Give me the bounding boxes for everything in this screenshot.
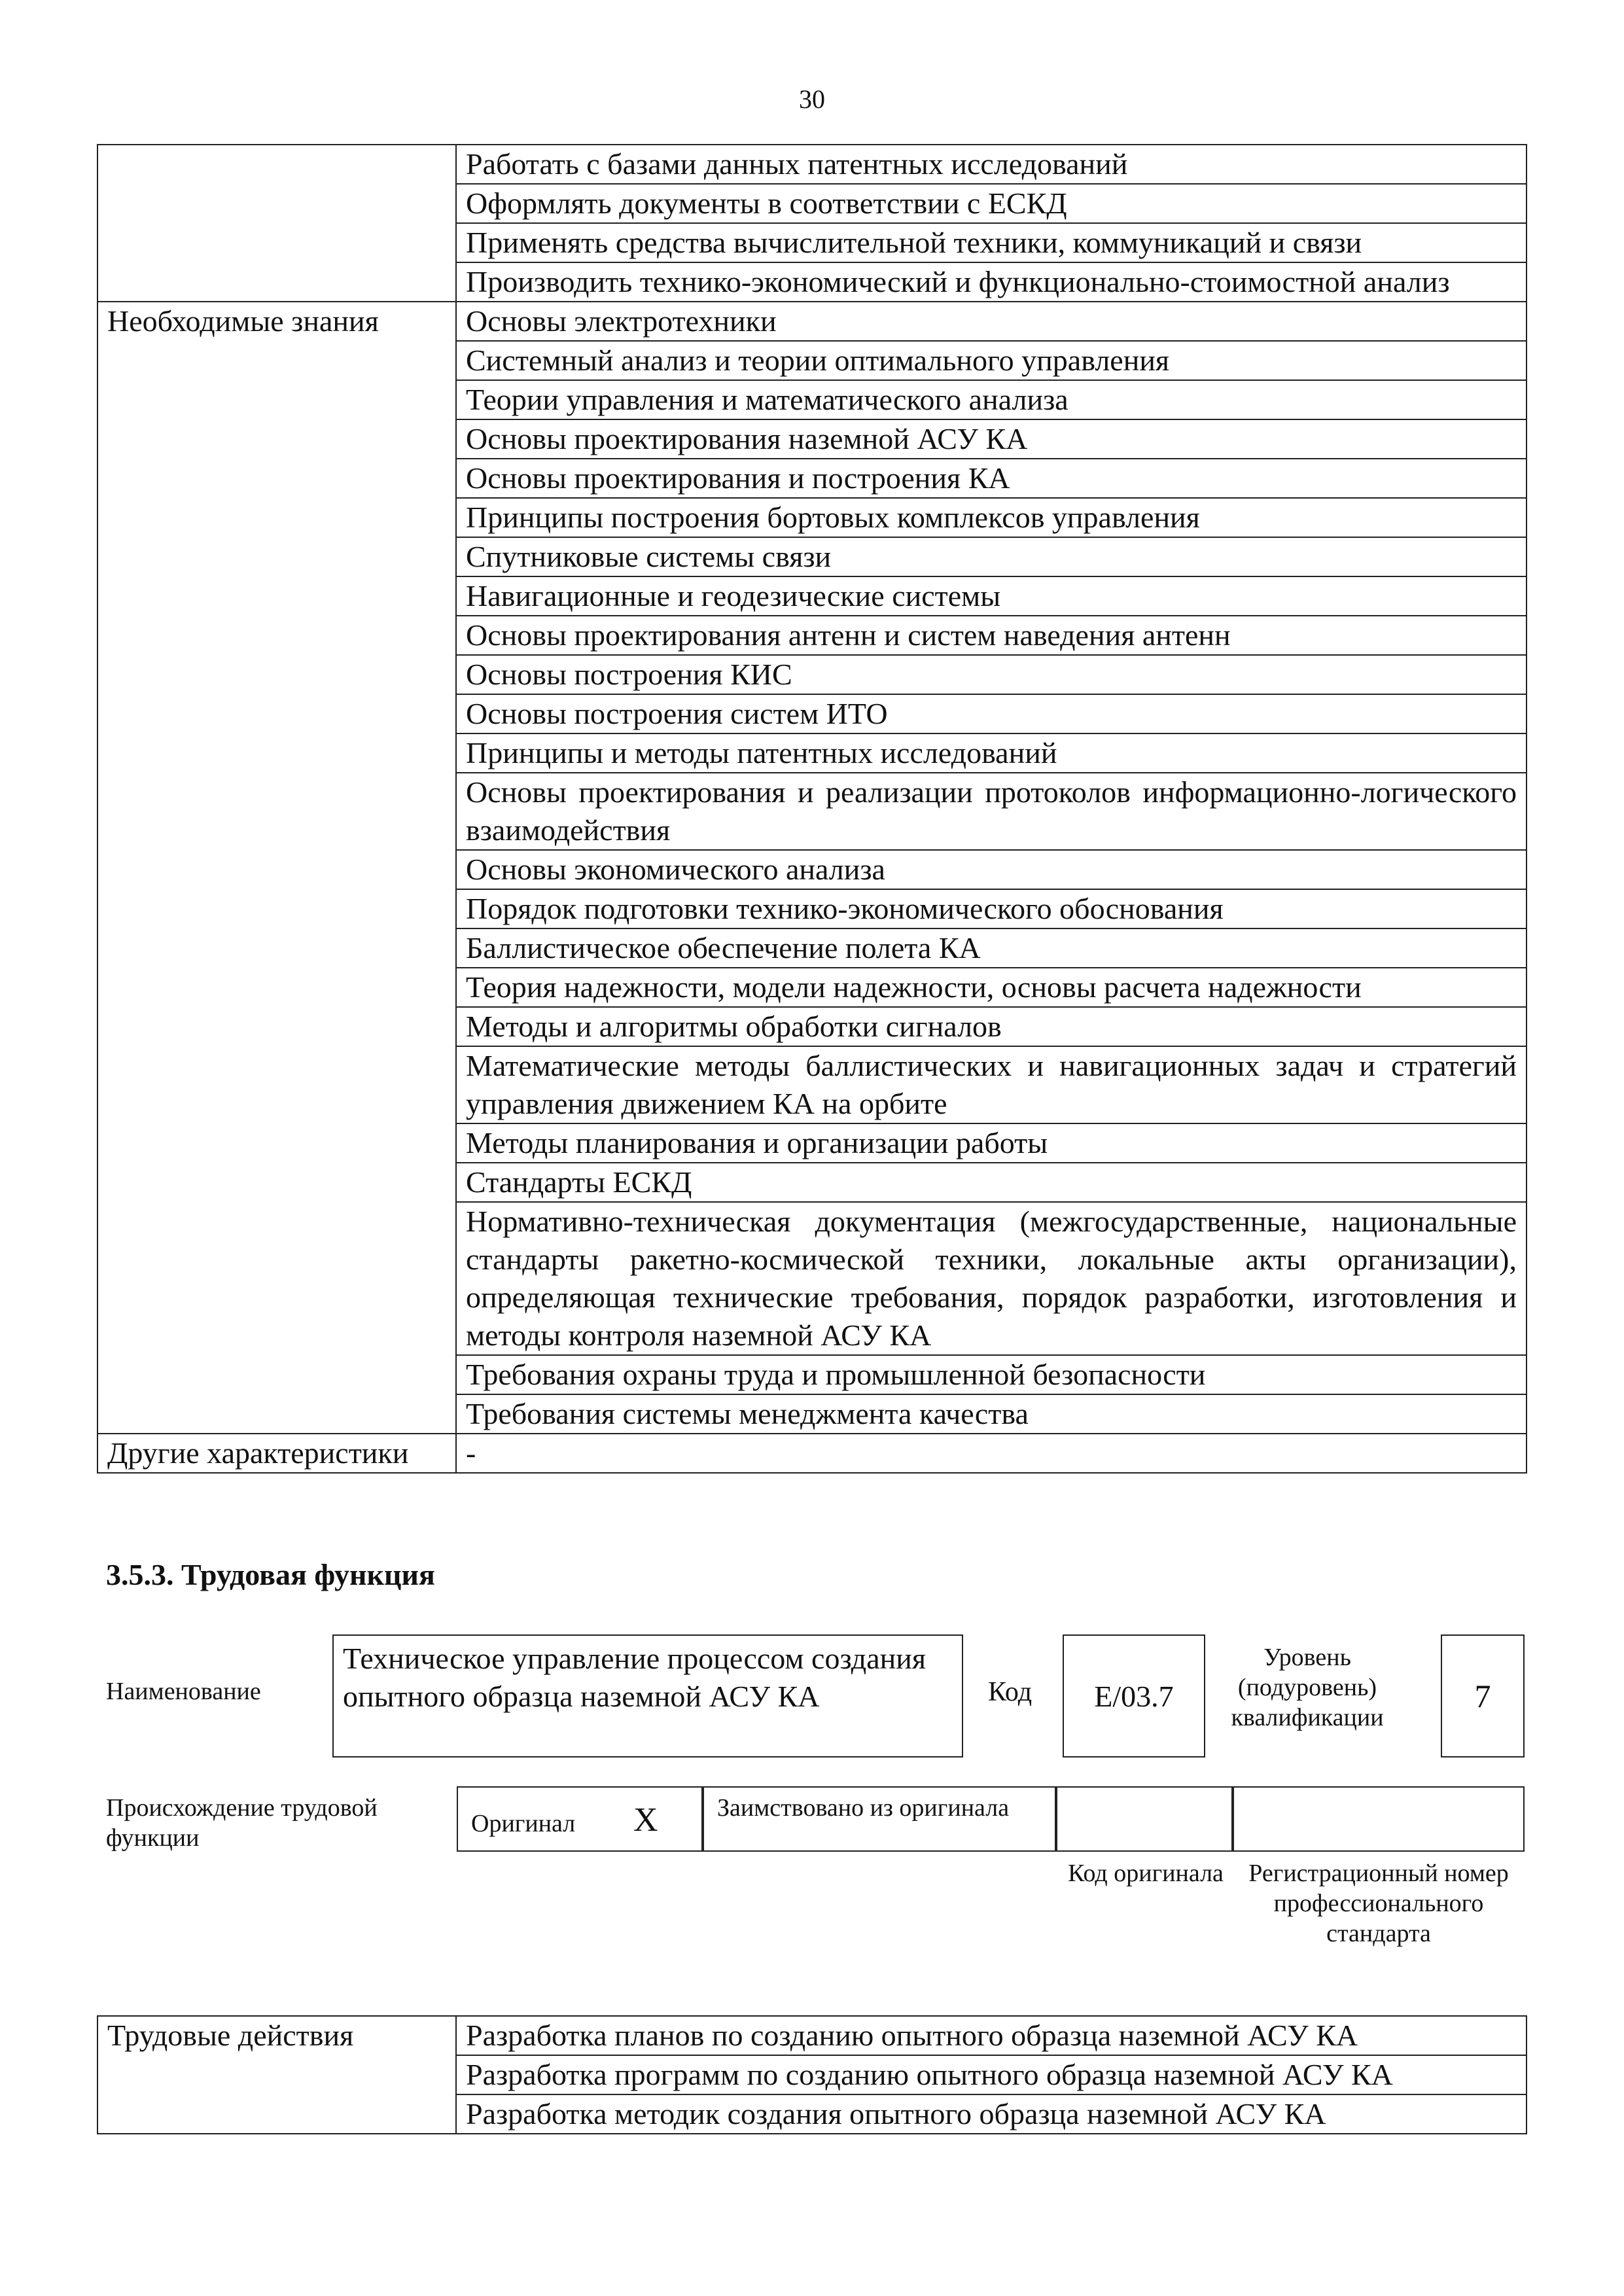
other-characteristics-value: - [456,1434,1527,1473]
other-characteristics-label: Другие характеристики [97,1434,456,1473]
page-number: 30 [799,84,825,114]
ability-item: Применять средства вычислительной техники, коммуникаций и связи [456,223,1527,262]
labor-actions-table [97,2015,1527,2134]
table-row [97,145,1527,184]
function-name-box: Техническое управление процессом создания опытного образца наземной АСУ КА [332,1634,963,1757]
origin-code-cell [1056,1786,1233,1852]
knowledge-item: Теории управления и математического анализа [456,380,1527,419]
origin-borrowed-cell [703,1786,1056,1852]
knowledge-item: Основы электротехники [456,302,1527,341]
knowledge-item: Математические методы баллистических и навигационных задач и стратегий управления движением КА на орбите [456,1046,1527,1123]
knowledge-item: Нормативно-техническая документация (межгосударственные, национальные стандарты ракетно-космической техники, локальные акты организации), определяющая технические требования, порядок разработки, изготовления и методы контроля наземной АСУ КА [456,1202,1527,1355]
labor-action-item: Разработка программ по созданию опытного образца наземной АСУ КА [456,2055,1527,2094]
abilities-label-cell [97,145,456,302]
knowledge-item: Основы проектирования антенн и систем наведения антенн [456,616,1527,655]
knowledge-item: Навигационные и геодезические системы [456,576,1527,616]
knowledge-item: Требования системы менеджмента качества [456,1394,1527,1434]
ability-item: Оформлять документы в соответствии с ЕСКД [456,184,1527,223]
code-original-caption: Код оригинала [1068,1860,1224,1887]
knowledge-item: Системный анализ и теории оптимального управления [456,341,1527,380]
labor-action-item: Разработка методик создания опытного образца наземной АСУ КА [456,2094,1527,2134]
table-row [97,302,1527,341]
labor-action-item: Разработка планов по созданию опытного образца наземной АСУ КА [456,2016,1527,2055]
origin-original-cell [457,1786,703,1852]
origin-label: Происхождение трудовой функции [106,1794,378,1852]
knowledge-item: Основы проектирования наземной АСУ КА [456,419,1527,459]
labor-actions-label: Трудовые действия [97,2016,456,2134]
knowledge-item: Методы и алгоритмы обработки сигналов [456,1007,1527,1046]
code-box: E/03.7 [1063,1634,1205,1757]
code-label: Код [988,1677,1033,1707]
knowledge-item: Теория надежности, модели надежности, основы расчета надежности [456,968,1527,1007]
ability-item: Работать с базами данных патентных исследований [456,145,1527,184]
knowledge-item: Основы построения КИС [456,655,1527,694]
qualification-level-box: 7 [1441,1634,1525,1757]
knowledge-item: Принципы и методы патентных исследований [456,733,1527,773]
knowledge-item: Принципы построения бортовых комплексов управления [456,498,1527,537]
knowledge-item: Методы планирования и организации работы [456,1123,1527,1163]
knowledge-item: Порядок подготовки технико-экономического обоснования [456,889,1527,928]
borrowed-label: Заимствовано из оригинала [717,1794,1010,1822]
knowledge-item: Основы проектирования и реализации протоколов информационно-логического взаимодействия [456,773,1527,850]
knowledge-item: Основы проектирования и построения КА [456,459,1527,498]
knowledge-item: Баллистическое обеспечение полета КА [456,928,1527,968]
origin-row [457,1786,1525,1852]
knowledge-label-cell: Необходимые знания [97,302,456,1434]
name-label: Наименование [106,1678,261,1705]
table-row [97,2016,1527,2055]
qualification-level-label: Уровень (подуровень) квалификации [1231,1644,1384,1731]
knowledge-item: Основы экономического анализа [456,850,1527,889]
knowledge-item: Основы построения систем ИТО [456,694,1527,733]
reg-number-caption: Регистрационный номер профессионального стандарта [1248,1860,1509,1947]
knowledge-item: Требования охраны труда и промышленной безопасности [456,1355,1527,1394]
ability-item: Производить технико-экономический и функционально-стоимостной анализ [456,262,1527,302]
knowledge-item: Стандарты ЕСКД [456,1163,1527,1202]
knowledge-item: Спутниковые системы связи [456,537,1527,576]
section-heading: 3.5.3. Трудовая функция [106,1558,435,1591]
origin-reg-number-cell [1233,1786,1525,1852]
original-mark: X [633,1801,658,1839]
original-label: Оригинал [471,1810,576,1837]
table-row [97,1434,1527,1473]
skills-table [97,144,1527,1474]
